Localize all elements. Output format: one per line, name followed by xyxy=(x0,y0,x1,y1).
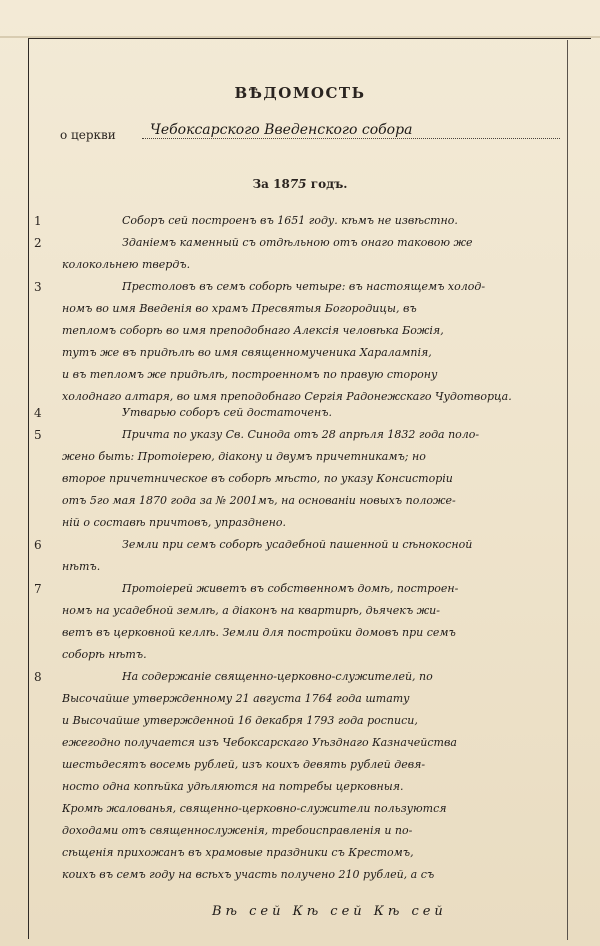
church-label: о церкви xyxy=(60,128,116,142)
handwritten-line: тепломъ соборѣ во имя преподобнаго Алексія человѣка Божія, xyxy=(62,324,444,337)
handwritten-line: коихъ въ семъ году на всѣхъ участь получено 210 рублей, а съ xyxy=(62,868,435,881)
handwritten-line: холоднаго алтаря, во имя преподобнаго Сергія Радонежскаго Чудотворца. xyxy=(62,390,512,403)
handwritten-line: нѣтъ. xyxy=(62,560,101,573)
paragraph-text xyxy=(62,666,574,886)
signature: Вѣ сей Кѣ сей Кѣ сей xyxy=(212,904,447,919)
paragraph-number: 8 xyxy=(34,670,42,684)
handwritten-line: ветъ въ церковной келлѣ. Земли для постройки домовъ при семъ xyxy=(62,626,456,639)
handwritten-line: Земли при семъ соборѣ усадебной пашенной и сѣнокосной xyxy=(122,538,473,551)
year-suffix: годъ. xyxy=(310,177,348,191)
handwritten-line: сѣщенія прихожанъ въ храмовые праздники съ Крестомъ, xyxy=(62,846,414,859)
handwritten-line: колокольнею твердъ. xyxy=(62,258,191,271)
year-handwritten: 75 xyxy=(289,177,307,191)
handwritten-line: Протоіерей живетъ въ собственномъ домѣ, построен- xyxy=(122,582,459,595)
church-name: Чебоксарского Введенского собора xyxy=(142,122,560,139)
handwritten-line: шестьдесятъ восемь рублей, изъ коихъ девять рублей девя- xyxy=(62,758,426,771)
church-row xyxy=(60,122,560,146)
handwritten-line: жено быть: Протоіерею, діакону и двумъ причетникамъ; но xyxy=(62,450,426,463)
handwritten-line: Высочайше утвержденному 21 августа 1764 года штату xyxy=(62,692,410,705)
paragraph-text xyxy=(62,232,574,276)
handwritten-line: Утварью соборъ сей достаточенъ. xyxy=(122,406,333,419)
paragraph-text xyxy=(62,276,574,408)
handwritten-line: Кромѣ жалованья, священно-церковно-служители пользуются xyxy=(62,802,447,815)
handwritten-line: На содержаніе священно-церковно-служителей, по xyxy=(122,670,433,683)
handwritten-line: ежегодно получается изъ Чебоксарскаго Уѣзднаго Казначейства xyxy=(62,736,457,749)
handwritten-line: Зданіемъ каменный съ отдѣльною отъ онаго таковою же xyxy=(122,236,473,249)
handwritten-line: и въ тепломъ же придѣлѣ, построенномъ по правую сторону xyxy=(62,368,438,381)
handwritten-line: номъ во имя Введенія во храмъ Пресвятыя Богородицы, въ xyxy=(62,302,417,315)
paragraph-text xyxy=(62,424,574,534)
handwritten-line: Причта по указу Св. Синода отъ 28 апрѣля 1832 года поло- xyxy=(122,428,480,441)
paragraph-number: 2 xyxy=(34,236,42,250)
paragraph-number: 3 xyxy=(34,280,42,294)
document-title: ВѢДОМОСТЬ xyxy=(234,84,366,102)
paragraph-number: 7 xyxy=(34,582,42,596)
paragraph-number: 5 xyxy=(34,428,42,442)
paragraph-number: 4 xyxy=(34,406,42,420)
handwritten-line: соборѣ нѣтъ. xyxy=(62,648,147,661)
handwritten-line: второе причетническое въ соборѣ мѣсто, по указу Консисторіи xyxy=(62,472,453,485)
handwritten-line: носто одна копѣйка удѣляются на потребы церковныя. xyxy=(62,780,404,793)
paragraph-number: 1 xyxy=(34,214,42,228)
paragraph-text xyxy=(62,578,574,666)
handwritten-line: номъ на усадебной землѣ, а діаконъ на квартирѣ, дьячекъ жи- xyxy=(62,604,440,617)
paragraph-text xyxy=(62,210,574,232)
handwritten-line: доходами отъ священнослуженія, требоисправленія и по- xyxy=(62,824,413,837)
handwritten-line: Соборъ сей построенъ въ 1651 году. кѣмъ не извѣстно. xyxy=(122,214,458,227)
handwritten-line: тутъ же въ придѣлѣ во имя священномученика Харалампія, xyxy=(62,346,432,359)
year-prefix: За 18 xyxy=(252,177,290,191)
year-line xyxy=(0,177,600,191)
handwritten-line: ній о составѣ причтовъ, упразднено. xyxy=(62,516,286,529)
paragraph-text xyxy=(62,402,574,424)
paragraph-number: 6 xyxy=(34,538,42,552)
handwritten-line: Престоловъ въ семъ соборѣ четыре: въ настоящемъ холод- xyxy=(122,280,486,293)
paragraph-text xyxy=(62,534,574,578)
handwritten-line: и Высочайше утвержденной 16 декабря 1793 года росписи, xyxy=(62,714,418,727)
handwritten-line: отъ 5го мая 1870 года за № 2001мъ, на основаніи новыхъ положе- xyxy=(62,494,456,507)
